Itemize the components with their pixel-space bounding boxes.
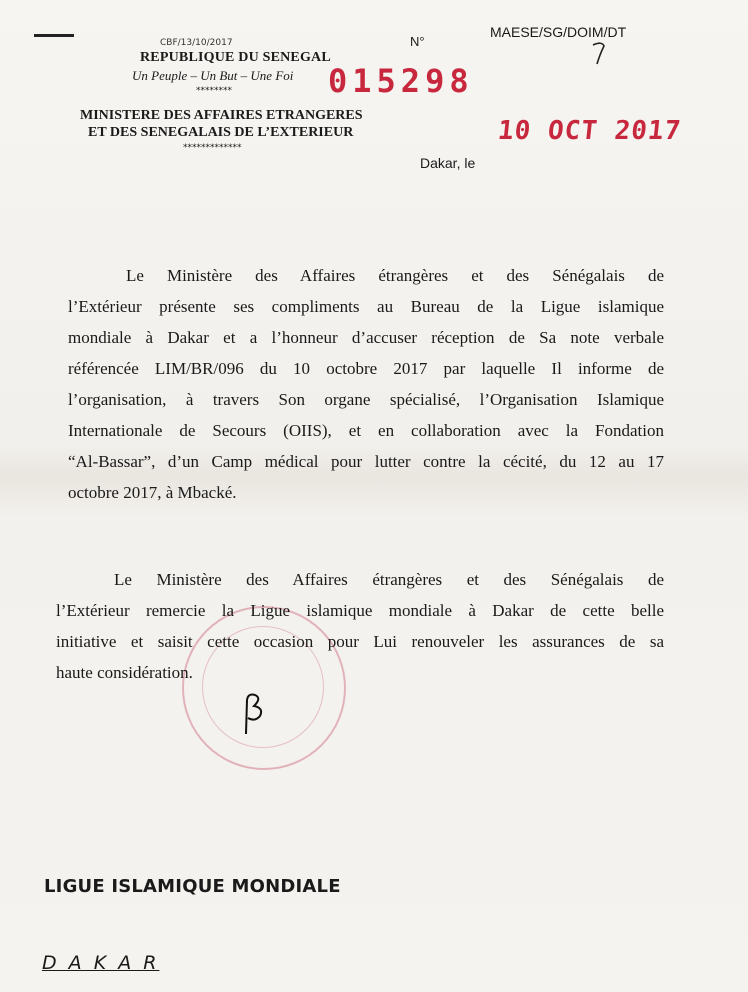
star-separator-long: ************* [183,143,242,153]
paragraph-2 [56,564,664,688]
ministry-name-line2: ET DES SENEGALAIS DE L’EXTERIEUR [88,125,354,140]
paragraph-line: Internationale de Secours (OIIS), et en collaboration avec la Fondation [68,421,664,440]
paragraph-line: initiative et saisit cette occasion pour Lui renouveler les assurances de sa [56,632,664,651]
paragraph-line: Le Ministère des Affaires étrangères et des Sénégalais de [126,266,664,285]
number-label: N° [410,34,425,49]
paragraph-1 [68,260,664,508]
republic-title: REPUBLIQUE DU SENEGAL [140,50,331,65]
reference-code: MAESE/SG/DOIM/DT [490,24,627,40]
paragraph-line: l’organisation, à travers Son organe spécialisé, l’Organisation Islamique [68,390,664,409]
cbf-reference: CBF/13/10/2017 [160,38,233,48]
registration-number-stamp: 015298 [328,62,474,100]
date-stamp: 10 OCT 2017 [496,116,683,146]
place-date: Dakar, le [420,155,476,171]
paragraph-line: référencée LIM/BR/096 du 10 octobre 2017 par laquelle Il informe de [68,359,664,378]
paragraph-line: l’Extérieur remercie la Ligue islamique mondiale à Dakar de cette belle [56,601,664,620]
handwritten-mark [590,40,608,66]
paragraph-line: haute considération. [56,663,193,682]
addressee-name: LIGUE ISLAMIQUE MONDIALE [44,876,341,897]
ministry-name-line1: MINISTERE DES AFFAIRES ETRANGERES [80,108,363,123]
paragraph-line: octobre 2017, à Mbacké. [68,483,237,502]
paragraph-line: l’Extérieur présente ses compliments au Bureau de la Ligue islamique [68,297,664,316]
national-motto: Un Peuple – Un But – Une Foi [132,68,294,83]
paragraph-line: Le Ministère des Affaires étrangères et des Sénégalais de [114,570,664,589]
paragraph-line: “Al-Bassar”, d’un Camp médical pour lutter contre la cécité, du 12 au 17 [68,452,664,471]
paragraph-line: mondiale à Dakar et a l’honneur d’accuser réception de Sa note verbale [68,328,664,347]
initials-signature [238,690,268,738]
addressee-city: D A K A R [42,952,160,974]
star-separator: ******** [196,86,232,96]
corner-mark [34,34,74,37]
